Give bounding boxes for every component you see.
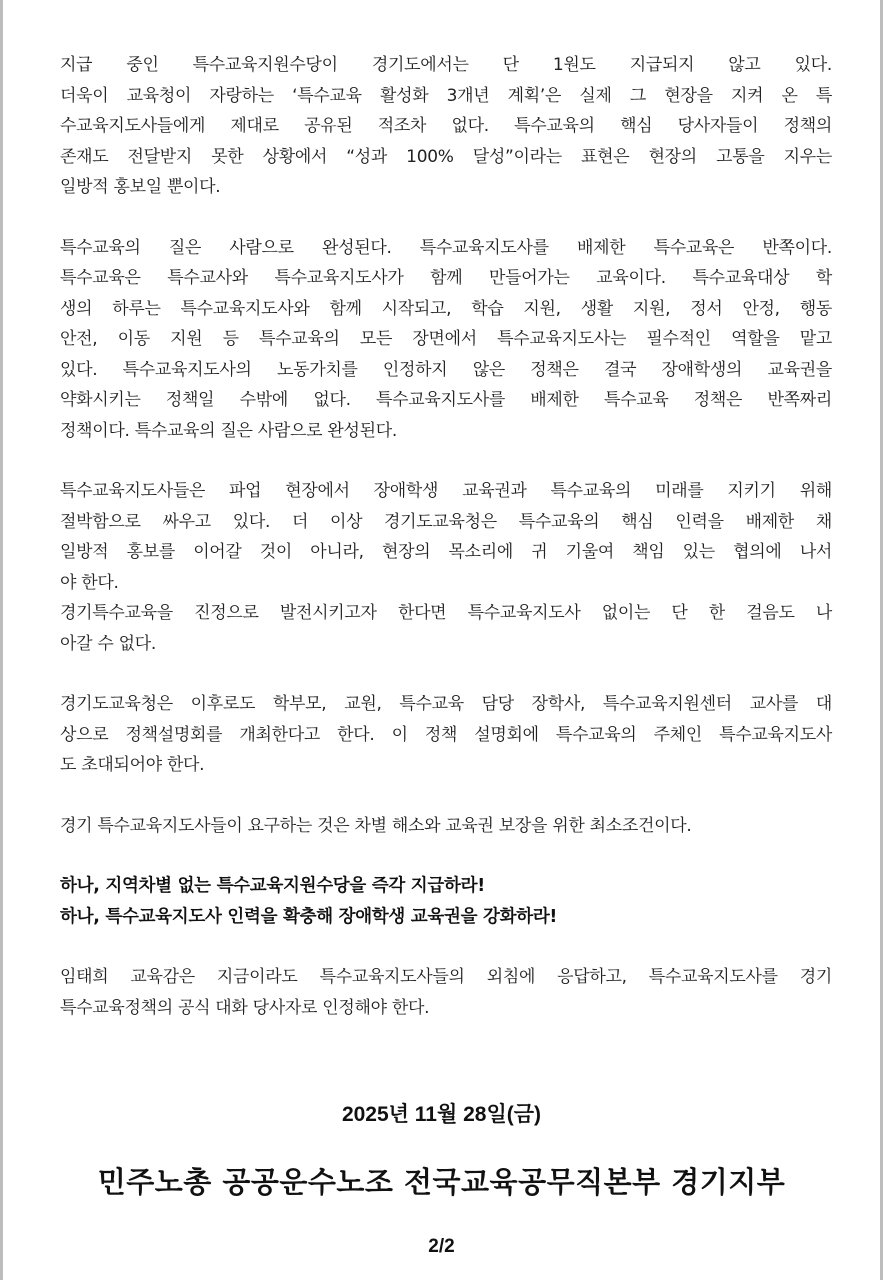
text-line: 있다. 특수교육지도사의 노동가치를 인정하지 않은 정책은 결국 장애학생의 교육권을	[60, 359, 832, 380]
demand-line: 하나, 지역차별 없는 특수교육지원수당을 즉각 지급하라!	[60, 876, 485, 896]
text-line: 특수교육은 특수교사와 특수교육지도사가 함께 만들어가는 교육이다. 특수교육대상 학	[60, 268, 832, 288]
text-line: 상으로 정책설명회를 개최한다고 한다. 이 정책 설명회에 특수교육의 주체인 특수교육지도사	[60, 724, 832, 745]
text-line: 정책이다. 특수교육의 질은 사람으로 완성된다.	[60, 420, 397, 441]
text-line: 약화시키는 정책일 수밖에 없다. 특수교육지도사를 배제한 특수교육 정책은 반쪽짜리	[60, 390, 832, 410]
paragraph-7	[60, 962, 832, 1023]
text-line: 수교육지도사들에게 제대로 공유된 적조차 없다. 특수교육의 핵심 당사자들이 정책의	[60, 116, 832, 136]
paragraph-5	[60, 811, 832, 842]
text-line: 야 한다.	[60, 572, 119, 593]
text-line: 경기특수교육을 진정으로 발전시키고자 한다면 특수교육지도사 없이는 단 한 걸음도 나	[60, 603, 832, 623]
page-number: 2/2	[428, 1236, 455, 1257]
text-line: 일방적 홍보를 이어갈 것이 아니라, 현장의 목소리에 귀 기울여 책임 있는 협의에 나서	[60, 542, 832, 562]
organization-name: 민주노총 공공운수노조 전국교육공무직본부 경기지부	[97, 1165, 786, 1199]
text-line: 특수교육정책의 공식 대화 당사자로 인정해야 한다.	[60, 997, 430, 1018]
paragraph-2	[60, 233, 832, 447]
text-line: 도 초대되어야 한다.	[60, 755, 205, 775]
text-line: 안전, 이동 지원 등 특수교육의 모든 장면에서 특수교육지도사는 필수적인 역할을 맡고	[60, 329, 832, 349]
text-line: 경기 특수교육지도사들이 요구하는 것은 차별 해소와 교육권 보장을 위한 최소조건이다.	[60, 815, 692, 836]
text-line: 존재도 전달받지 못한 상황에서 “성과 100% 달성”이라는 표현은 현장의 고통을 지우는	[60, 146, 832, 167]
text-line: 아갈 수 없다.	[60, 633, 156, 654]
demand-line: 하나, 특수교육지도사 인력을 확충해 장애학생 교육권을 강화하라!	[60, 906, 558, 927]
paragraph-1	[60, 50, 832, 203]
paragraph-3	[60, 476, 832, 659]
document-body	[60, 50, 832, 1023]
text-line: 절박함으로 싸우고 있다. 더 이상 경기도교육청은 특수교육의 핵심 인력을 배제한 채	[60, 511, 832, 532]
text-line: 임태희 교육감은 지금이라도 특수교육지도사들의 외침에 응답하고, 특수교육지도사를 경기	[60, 967, 832, 987]
text-line: 일방적 홍보일 뿐이다.	[60, 177, 221, 197]
demands	[60, 871, 832, 932]
document-date: 2025년 11월 28일(금)	[341, 1103, 542, 1126]
text-line: 지급 중인 특수교육지원수당이 경기도에서는 단 1원도 지급되지 않고 있다.	[60, 55, 832, 75]
page-left-edge	[0, 0, 3, 1280]
text-line: 특수교육지도사들은 파업 현장에서 장애학생 교육권과 특수교육의 미래를 지키기 위해	[60, 481, 832, 501]
paragraph-4	[60, 689, 832, 781]
text-line: 생의 하루는 특수교육지도사와 함께 시작되고, 학습 지원, 생활 지원, 정서 안정, 행동	[60, 298, 832, 319]
text-line: 특수교육의 질은 사람으로 완성된다. 특수교육지도사를 배제한 특수교육은 반쪽이다.	[60, 237, 832, 258]
text-line: 더욱이 교육청이 자랑하는 ‘특수교육 활성화 3개년 계획’은 실제 그 현장을 지켜 온 특	[60, 85, 832, 106]
text-line: 경기도교육청은 이후로도 학부모, 교원, 특수교육 담당 장학사, 특수교육지원센터 교사를 대	[60, 694, 832, 714]
